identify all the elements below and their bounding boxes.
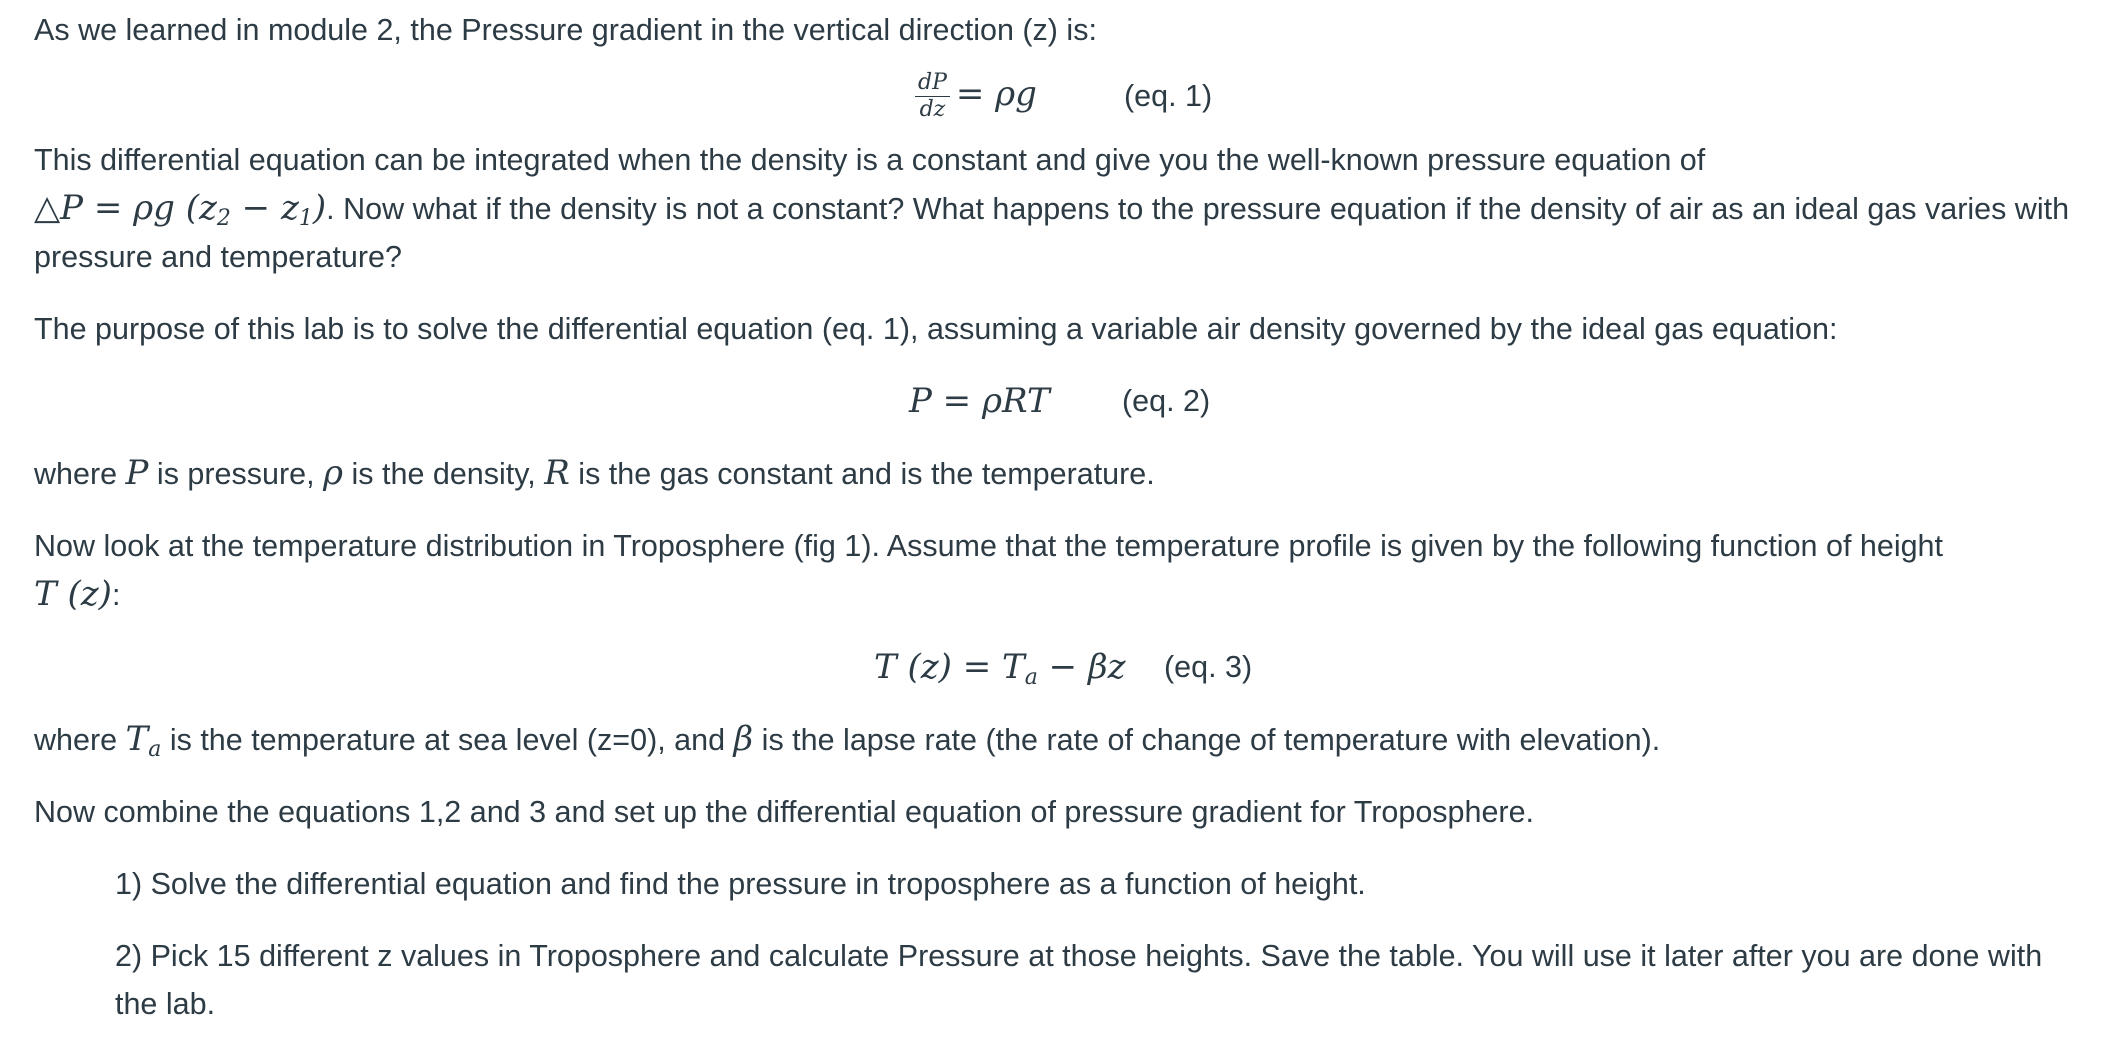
integration-paragraph [34, 136, 2084, 281]
integration-text-b: . Now what if the density is not a constant? What happens to the pressure equation if the density of air as an ideal gas varies with pressure and temperature? [34, 192, 2070, 274]
fraction-denominator: dz [919, 97, 946, 123]
fraction-numerator: dP [915, 71, 950, 97]
var-t: T [125, 719, 149, 759]
task-1: 1) Solve the differential equation and find the pressure in troposphere as a function of height. [115, 867, 1366, 901]
lapse-rate-paragraph [34, 715, 2084, 764]
equation-1-label: (eq. 1) [1124, 79, 1213, 113]
intro-paragraph: As we learned in module 2, the Pressure gradient in the vertical direction (z) is: [34, 13, 1097, 47]
task-2: 2) Pick 15 different z values in Troposphere and calculate Pressure at those heights. Save the table. You will use it later after you are done with the lab. [115, 939, 2043, 1021]
where-text: where [34, 457, 126, 491]
sea-level-text: is the temperature at sea level (z=0), and [161, 723, 734, 757]
fraction-dp-dz [915, 71, 950, 122]
colon: : [111, 578, 121, 612]
var-rho: ρ [323, 453, 344, 493]
subscript-a: a [1024, 665, 1038, 690]
variables-paragraph [34, 449, 2084, 498]
equation-2-math: P = ρRT [909, 381, 1050, 421]
lab-instructions [34, 6, 2084, 1028]
equation-3-rhs: − βz [1037, 647, 1126, 687]
delta-p-equation [34, 188, 327, 231]
is-density-text: is the density, [343, 457, 545, 491]
troposphere-text: Now look at the temperature distribution in Troposphere (fig 1). Assume that the temperature profile is given by the following function of height [34, 529, 1943, 563]
equation-3-math [874, 643, 1126, 691]
equation-2-label: (eq. 2) [1122, 384, 1211, 418]
subscript-a-2: a [148, 737, 162, 762]
lapse-rate-text: is the lapse rate (the rate of change of temperature with elevation). [753, 723, 1661, 757]
delta-p-lhs: △P = ρg (z [34, 188, 217, 228]
close-paren: ) [312, 188, 327, 228]
is-pressure-text: is pressure, [148, 457, 324, 491]
equation-1 [34, 66, 2084, 126]
var-beta: β [733, 719, 754, 759]
troposphere-paragraph [34, 522, 2084, 619]
combine-paragraph: Now combine the equations 1,2 and 3 and set up the differential equation of pressure gradient for Troposphere. [34, 795, 1535, 829]
integration-text-a: This differential equation can be integrated when the density is a constant and give you the well-known pressure equation of [34, 143, 1706, 177]
where-text-2: where [34, 723, 126, 757]
equation-1-rhs: = ρg [955, 74, 1037, 114]
t-of-z: T (z) [34, 574, 112, 614]
subscript-1: 1 [298, 206, 313, 231]
var-r: R [544, 453, 570, 493]
subscript-2: 2 [216, 206, 231, 231]
var-p: P [125, 453, 149, 493]
gas-constant-text: is the gas constant and is the temperature. [569, 457, 1155, 491]
minus-z: − z [230, 188, 299, 228]
equation-3-lhs: T (z) = T [874, 647, 1025, 687]
purpose-paragraph: The purpose of this lab is to solve the differential equation (eq. 1), assuming a variable air density governed by the ideal gas equation: [34, 312, 1838, 346]
equation-3 [34, 643, 2084, 691]
equation-2 [34, 377, 2084, 425]
equation-1-math [915, 70, 1037, 122]
equation-3-label: (eq. 3) [1164, 650, 1253, 684]
